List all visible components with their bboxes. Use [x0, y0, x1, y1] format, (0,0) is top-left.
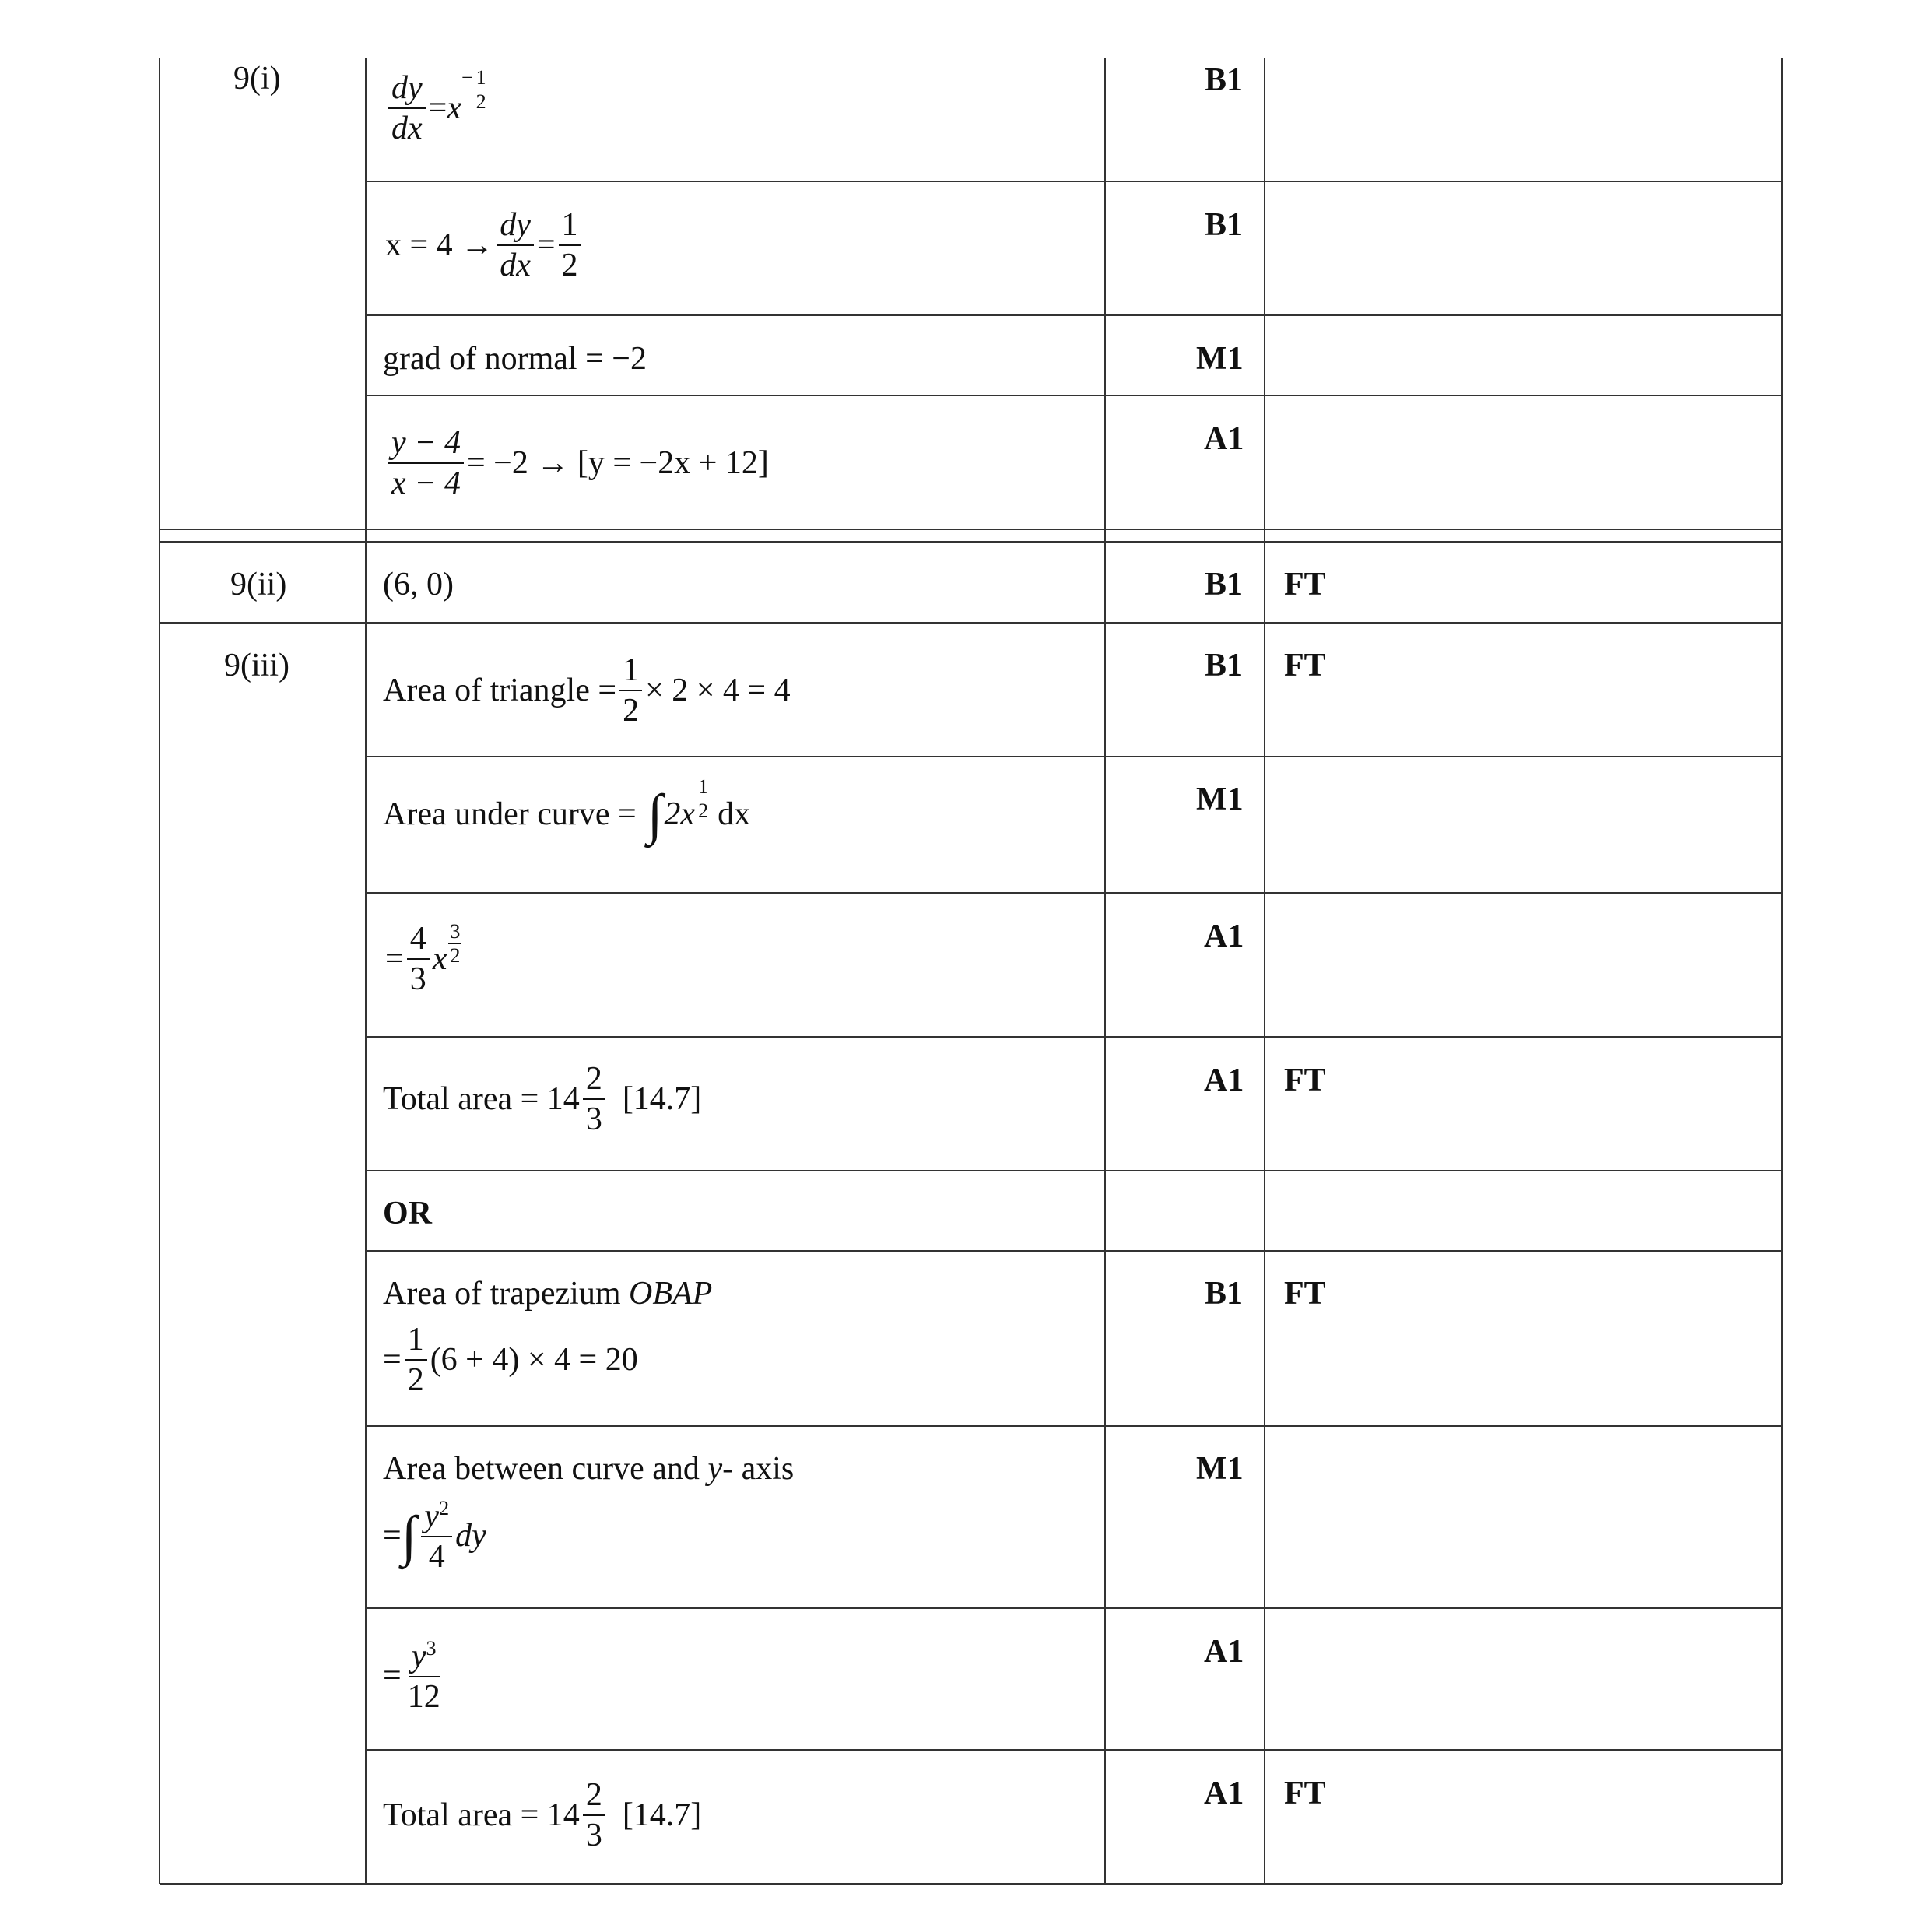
answer-integral-result: = $\frac{4}{3}$ x 3 2	[385, 919, 461, 997]
answer-area-y-axis-integral: = ∫ $\frac{y^2}{4}$ dy	[383, 1497, 486, 1575]
mark-code: A1	[1204, 1634, 1244, 1670]
answer-area-y-axis-heading: Area between curve and y- axis	[383, 1451, 795, 1487]
comment-ft: FT	[1284, 567, 1326, 602]
mark-code: A1	[1204, 1063, 1244, 1098]
comment-ft: FT	[1284, 1063, 1326, 1098]
mark-code: A1	[1204, 919, 1244, 954]
question-number: 9(iii)	[224, 648, 290, 683]
question-number: 9(i)	[233, 61, 281, 97]
answer-derivative: $\frac{dy}{dx}$ = x − $\frac{1}{2}$	[385, 72, 488, 145]
mark-code: B1	[1205, 648, 1244, 683]
mark-code: A1	[1204, 1776, 1244, 1811]
answer-trapezium-area: = $\frac{1}{2}$ (6 + 4) × 4 = 20	[383, 1322, 638, 1398]
answer-y-integral-result: = $\frac{y^3}{12}$	[383, 1637, 440, 1715]
or-label: OR	[383, 1196, 432, 1231]
comment-ft: FT	[1284, 1776, 1326, 1811]
answer-total-area: Total area = 14 $\frac{2}{3}$ [14.7]	[383, 1061, 702, 1137]
answer-gradient-at-4: x = 4 → $\frac{dy}{dx}$ = $\frac{1}{2}$	[385, 209, 584, 282]
answer-triangle-area: Area of triangle = $\frac{1}{2}$ × 2 × 4 = 4	[383, 652, 791, 729]
comment-ft: FT	[1284, 648, 1326, 683]
answer-normal-gradient: grad of normal = −2	[383, 341, 647, 377]
answer-total-area-alt: Total area = 14 $\frac{2}{3}$ [14.7]	[383, 1777, 702, 1853]
mark-code: B1	[1205, 567, 1244, 602]
mark-code: M1	[1196, 341, 1244, 377]
mark-code: B1	[1205, 1276, 1244, 1312]
question-number: 9(ii)	[230, 567, 287, 602]
mark-code: M1	[1196, 1451, 1244, 1487]
answer-intercept: (6, 0)	[383, 567, 454, 602]
comment-ft: FT	[1284, 1276, 1326, 1312]
answer-trapezium-heading: Area of trapezium OBAP	[383, 1276, 713, 1312]
answer-normal-equation: $\frac{y - 4}{x - 4}$ = −2 → [y = −2x + 12]	[385, 427, 769, 500]
mark-code: B1	[1205, 62, 1244, 98]
answer-area-under-curve: Area under curve = ∫ 2x 1 2 dx	[383, 775, 751, 845]
mark-code: M1	[1196, 782, 1244, 817]
mark-code: B1	[1205, 207, 1244, 243]
mark-code: A1	[1204, 421, 1244, 457]
